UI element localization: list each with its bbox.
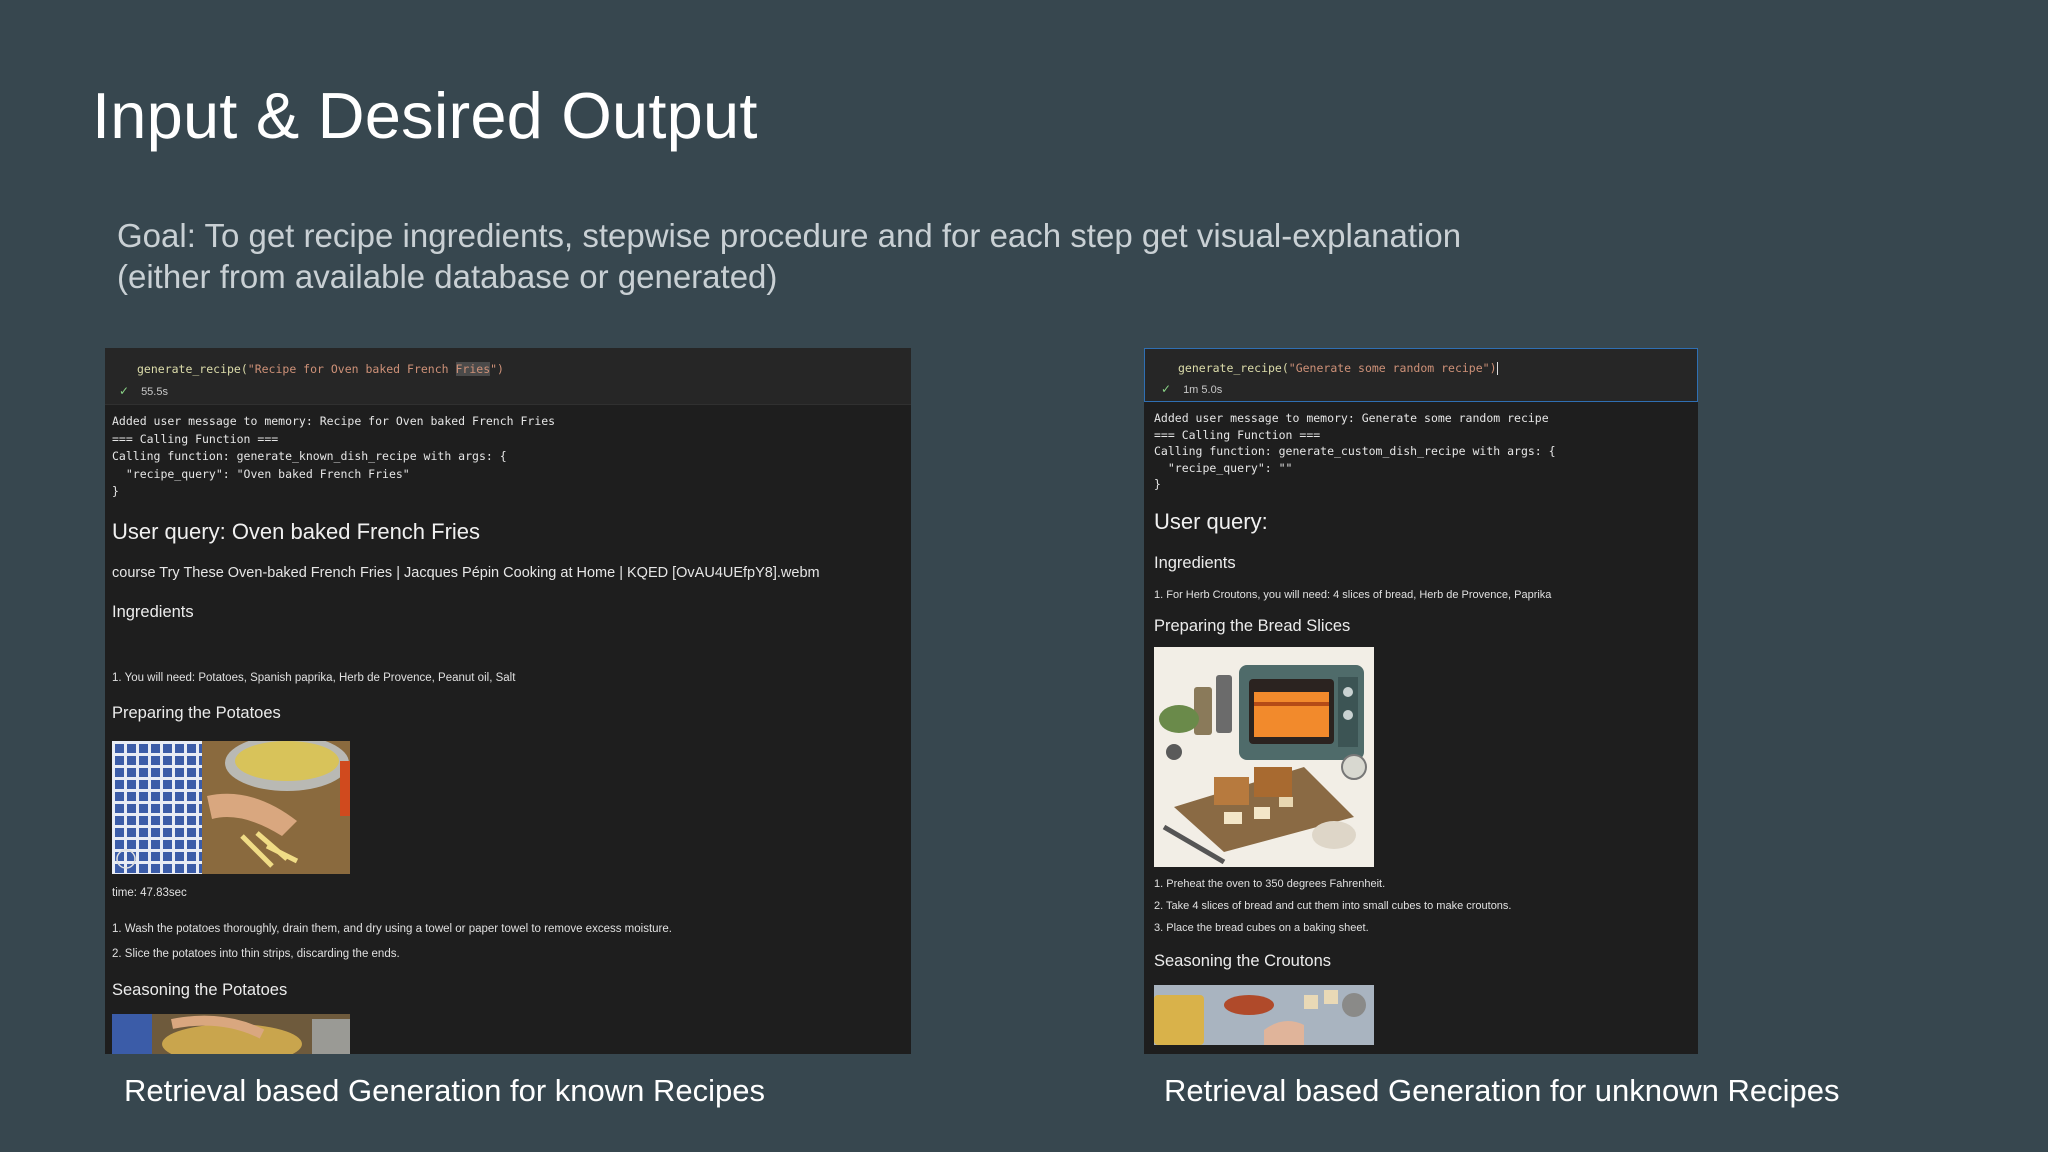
section-heading-seasoning: Seasoning the Croutons <box>1154 951 1332 970</box>
step-item: 1. Wash the potatoes thoroughly, drain them, and dry using a towel or paper towel to remove excess moisture. <box>112 922 672 935</box>
log-line: Added user message to memory: Generate some random recipe <box>1154 411 1549 425</box>
step-item: 1. Preheat the oven to 350 degrees Fahrenheit. <box>1154 877 1386 890</box>
run-status <box>119 384 168 398</box>
code-string: "Recipe for Oven baked French <box>247 362 456 376</box>
log-line: Calling function: generate_known_dish_recipe with args: { <box>112 449 507 463</box>
code-input[interactable] <box>1178 361 1498 375</box>
frame-time: time: 47.83sec <box>112 886 187 899</box>
log-line: "recipe_query": "" <box>1154 460 1293 475</box>
goal-line-2: (either from available database or generated) <box>117 258 778 295</box>
ingredients-heading: Ingredients <box>112 602 194 621</box>
cell-output <box>105 405 911 1054</box>
code-string: "Generate some random recipe") <box>1288 361 1497 375</box>
section-heading-preparing: Preparing the Potatoes <box>112 703 281 722</box>
notebook-cell-unknown-recipe[interactable] <box>1144 348 1698 1054</box>
section-heading-preparing: Preparing the Bread Slices <box>1154 616 1351 635</box>
step-item: 2. Take 4 slices of bread and cut them into small cubes to make croutons. <box>1154 899 1512 912</box>
ingredients-heading: Ingredients <box>1154 553 1236 572</box>
log-line: === Calling Function === <box>112 431 279 446</box>
code-cell-input[interactable] <box>1144 348 1698 402</box>
code-input[interactable] <box>137 362 504 376</box>
check-icon: ✓ <box>1161 382 1172 396</box>
run-status <box>1161 382 1222 396</box>
code-function: generate_recipe( <box>137 362 248 376</box>
run-time: 1m 5.0s <box>1183 384 1223 396</box>
log-output <box>1154 410 1691 493</box>
check-icon: ✓ <box>119 384 130 398</box>
log-line: } <box>112 484 119 498</box>
caption-left: Retrieval based Generation for known Recipes <box>124 1073 766 1108</box>
step-item: 2. Slice the potatoes into thin strips, discarding the ends. <box>112 947 400 960</box>
run-time: 55.5s <box>141 386 168 398</box>
cell-output <box>1144 402 1698 1045</box>
caption-right: Retrieval based Generation for unknown Recipes <box>1164 1073 1840 1108</box>
code-cell-input[interactable] <box>105 348 911 405</box>
goal-line-1: Goal: To get recipe ingredients, stepwise procedure and for each step get visual-explanation <box>117 217 1462 254</box>
slide-title: Input & Desired Output <box>92 79 758 152</box>
video-source: course Try These Oven-baked French Fries | Jacques Pépin Cooking at Home | KQED [OvAU4UEfpY8].webm <box>112 564 820 581</box>
user-query-heading: User query: Oven baked French Fries <box>112 518 481 544</box>
code-string-end: ") <box>490 362 504 376</box>
code-function: generate_recipe( <box>1178 361 1289 375</box>
log-line: } <box>1154 477 1161 491</box>
video-frame-image <box>112 741 350 874</box>
video-frame-image <box>112 1014 350 1054</box>
notebook-cell-known-recipe[interactable] <box>105 348 911 1054</box>
ingredients-item: 1. For Herb Croutons, you will need: 4 slices of bread, Herb de Provence, Paprika <box>1154 588 1552 601</box>
generated-image <box>1154 985 1374 1045</box>
log-line: Added user message to memory: Recipe for Oven baked French Fries <box>112 414 556 428</box>
log-line: Calling function: generate_custom_dish_recipe with args: { <box>1154 444 1556 458</box>
user-query-heading: User query: <box>1154 508 1268 534</box>
generated-image <box>1154 647 1374 867</box>
text-cursor <box>1497 362 1498 375</box>
log-line: === Calling Function === <box>1154 427 1321 442</box>
log-output <box>112 413 904 501</box>
goal-text <box>117 215 1717 297</box>
step-item: 3. Place the bread cubes on a baking sheet. <box>1154 921 1369 934</box>
log-line: "recipe_query": "Oven baked French Fries" <box>112 466 410 481</box>
code-string-highlight: Fries <box>455 362 491 376</box>
ingredients-item: 1. You will need: Potatoes, Spanish paprika, Herb de Provence, Peanut oil, Salt <box>112 671 516 684</box>
section-heading-seasoning: Seasoning the Potatoes <box>112 980 288 999</box>
